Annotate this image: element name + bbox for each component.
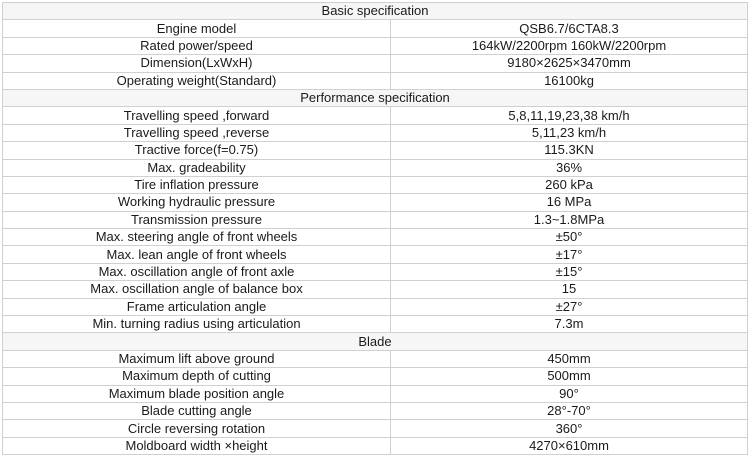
spec-row — [3, 437, 748, 454]
spec-value: 16 MPa — [391, 194, 748, 211]
spec-label: Working hydraulic pressure — [3, 194, 391, 211]
spec-value: 15 — [391, 281, 748, 298]
specification-table-body — [3, 3, 748, 455]
spec-row — [3, 229, 748, 246]
spec-value: ±50° — [391, 229, 748, 246]
section-header-row — [3, 333, 748, 350]
spec-label: Transmission pressure — [3, 211, 391, 228]
spec-label: Blade cutting angle — [3, 402, 391, 419]
spec-label: Max. oscillation angle of front axle — [3, 263, 391, 280]
spec-label: Moldboard width ×height — [3, 437, 391, 454]
spec-value: 90° — [391, 385, 748, 402]
spec-row — [3, 211, 748, 228]
spec-value: 450mm — [391, 350, 748, 367]
spec-row — [3, 72, 748, 89]
spec-row — [3, 159, 748, 176]
spec-label: Tire inflation pressure — [3, 176, 391, 193]
spec-row — [3, 402, 748, 419]
spec-row — [3, 350, 748, 367]
section-title: Blade — [3, 333, 748, 350]
spec-value: 4270×610mm — [391, 437, 748, 454]
spec-row — [3, 420, 748, 437]
section-header-row — [3, 3, 748, 20]
spec-row — [3, 55, 748, 72]
section-header-row — [3, 89, 748, 106]
spec-row — [3, 20, 748, 37]
spec-value: ±17° — [391, 246, 748, 263]
spec-row — [3, 124, 748, 141]
spec-row — [3, 142, 748, 159]
spec-label: Maximum blade position angle — [3, 385, 391, 402]
spec-value: 9180×2625×3470mm — [391, 55, 748, 72]
spec-value: 5,11,23 km/h — [391, 124, 748, 141]
spec-label: Travelling speed ,forward — [3, 107, 391, 124]
spec-row — [3, 194, 748, 211]
spec-value: ±27° — [391, 298, 748, 315]
spec-value: 360° — [391, 420, 748, 437]
spec-value: 16100kg — [391, 72, 748, 89]
spec-label: Tractive force(f=0.75) — [3, 142, 391, 159]
spec-label: Dimension(LxWxH) — [3, 55, 391, 72]
spec-value: 5,8,11,19,23,38 km/h — [391, 107, 748, 124]
spec-label: Travelling speed ,reverse — [3, 124, 391, 141]
spec-row — [3, 37, 748, 54]
spec-value: QSB6.7/6CTA8.3 — [391, 20, 748, 37]
spec-label: Circle reversing rotation — [3, 420, 391, 437]
spec-label: Rated power/speed — [3, 37, 391, 54]
spec-value: 164kW/2200rpm 160kW/2200rpm — [391, 37, 748, 54]
spec-row — [3, 281, 748, 298]
specification-table — [2, 2, 748, 455]
spec-value: 115.3KN — [391, 142, 748, 159]
spec-row — [3, 176, 748, 193]
spec-label: Maximum lift above ground — [3, 350, 391, 367]
spec-value: 260 kPa — [391, 176, 748, 193]
spec-label: Max. oscillation angle of balance box — [3, 281, 391, 298]
spec-value: 500mm — [391, 368, 748, 385]
spec-value: 1.3~1.8MPa — [391, 211, 748, 228]
spec-label: Operating weight(Standard) — [3, 72, 391, 89]
spec-value: 7.3m — [391, 316, 748, 333]
spec-row — [3, 316, 748, 333]
spec-row — [3, 298, 748, 315]
spec-row — [3, 368, 748, 385]
spec-row — [3, 263, 748, 280]
spec-value: ±15° — [391, 263, 748, 280]
spec-label: Max. steering angle of front wheels — [3, 229, 391, 246]
section-title: Basic specification — [3, 3, 748, 20]
spec-value: 36% — [391, 159, 748, 176]
spec-row — [3, 385, 748, 402]
spec-row — [3, 107, 748, 124]
spec-label: Frame articulation angle — [3, 298, 391, 315]
spec-label: Engine model — [3, 20, 391, 37]
spec-label: Min. turning radius using articulation — [3, 316, 391, 333]
spec-label: Maximum depth of cutting — [3, 368, 391, 385]
spec-label: Max. gradeability — [3, 159, 391, 176]
spec-value: 28°-70° — [391, 402, 748, 419]
section-title: Performance specification — [3, 89, 748, 106]
spec-label: Max. lean angle of front wheels — [3, 246, 391, 263]
spec-row — [3, 246, 748, 263]
